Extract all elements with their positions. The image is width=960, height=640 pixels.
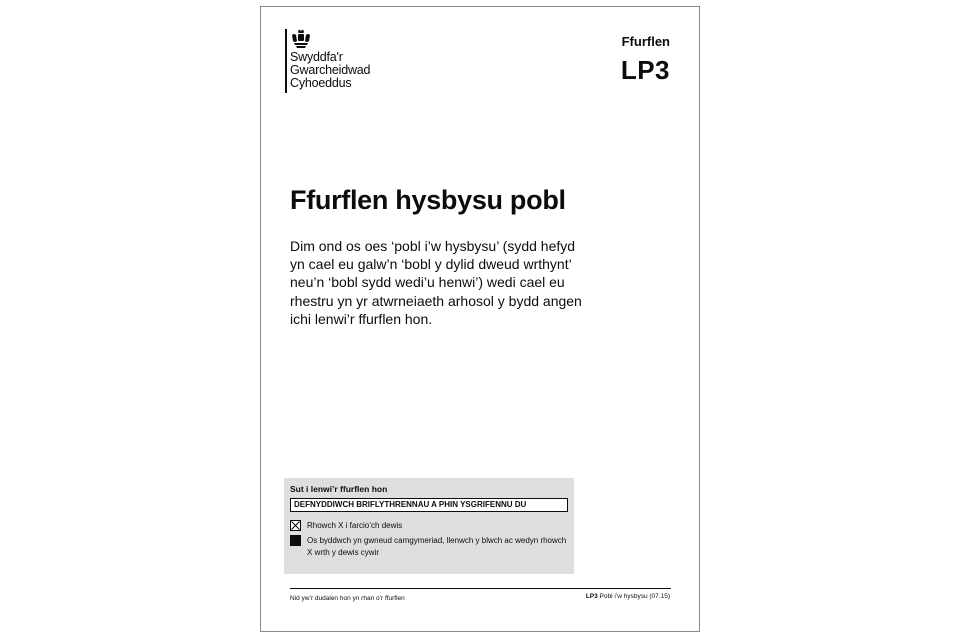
footer-form-code: LP3 [585,593,598,600]
organisation-name [290,51,370,90]
organisation-line: Swyddfa'r [290,50,343,64]
organisation-line: Cyhoeddus [290,76,352,90]
crossed-box-icon [290,520,301,531]
logo-bar [285,29,287,93]
guide-heading: Sut i lenwi’r ffurflen hon [290,484,388,494]
intro-paragraph: Dim ond os oes ‘pobl i’w hysbysu’ (sydd hefyd yn cael eu galw’n ‘bobl y dylid dweud wrthynt’ neu’n ‘bobl sydd wedi’u henwi’) wedi cael eu rhestru yn yr atwrneiaeth arhosol y bydd angen ichi lenwi’r ffurflen hon. [290,238,582,327]
form-code: LP3 [620,55,670,85]
organisation-line: Gwarcheidwad [290,63,371,77]
page-title: Ffurflen hysbysu pobl [290,185,566,215]
form-label: Ffurflen [621,34,670,49]
footer-note: Nid yw’r dudalen hon yn rhan o’r ffurflen [290,595,405,602]
royal-crest-icon [290,29,312,49]
cross-instruction: Rhowch X i farcio’ch dewis [307,521,403,530]
form-page [260,6,700,632]
footer-form-title: Pobl i’w hysbysu (07.15) [597,593,670,600]
mistake-instruction: Os byddwch yn gwneud camgymeriad, llenwch y blwch ac wedyn rhowch X wrth y dewis cywir [307,536,567,557]
how-to-fill-panel [284,478,574,574]
footer-divider [290,588,671,589]
capitals-instruction-box: DEFNYDDIWCH BRIFLYTHRENNAU A PHIN YSGRIFENNU DU [290,498,568,512]
filled-box-icon [290,535,301,546]
footer-form-reference [586,593,670,600]
